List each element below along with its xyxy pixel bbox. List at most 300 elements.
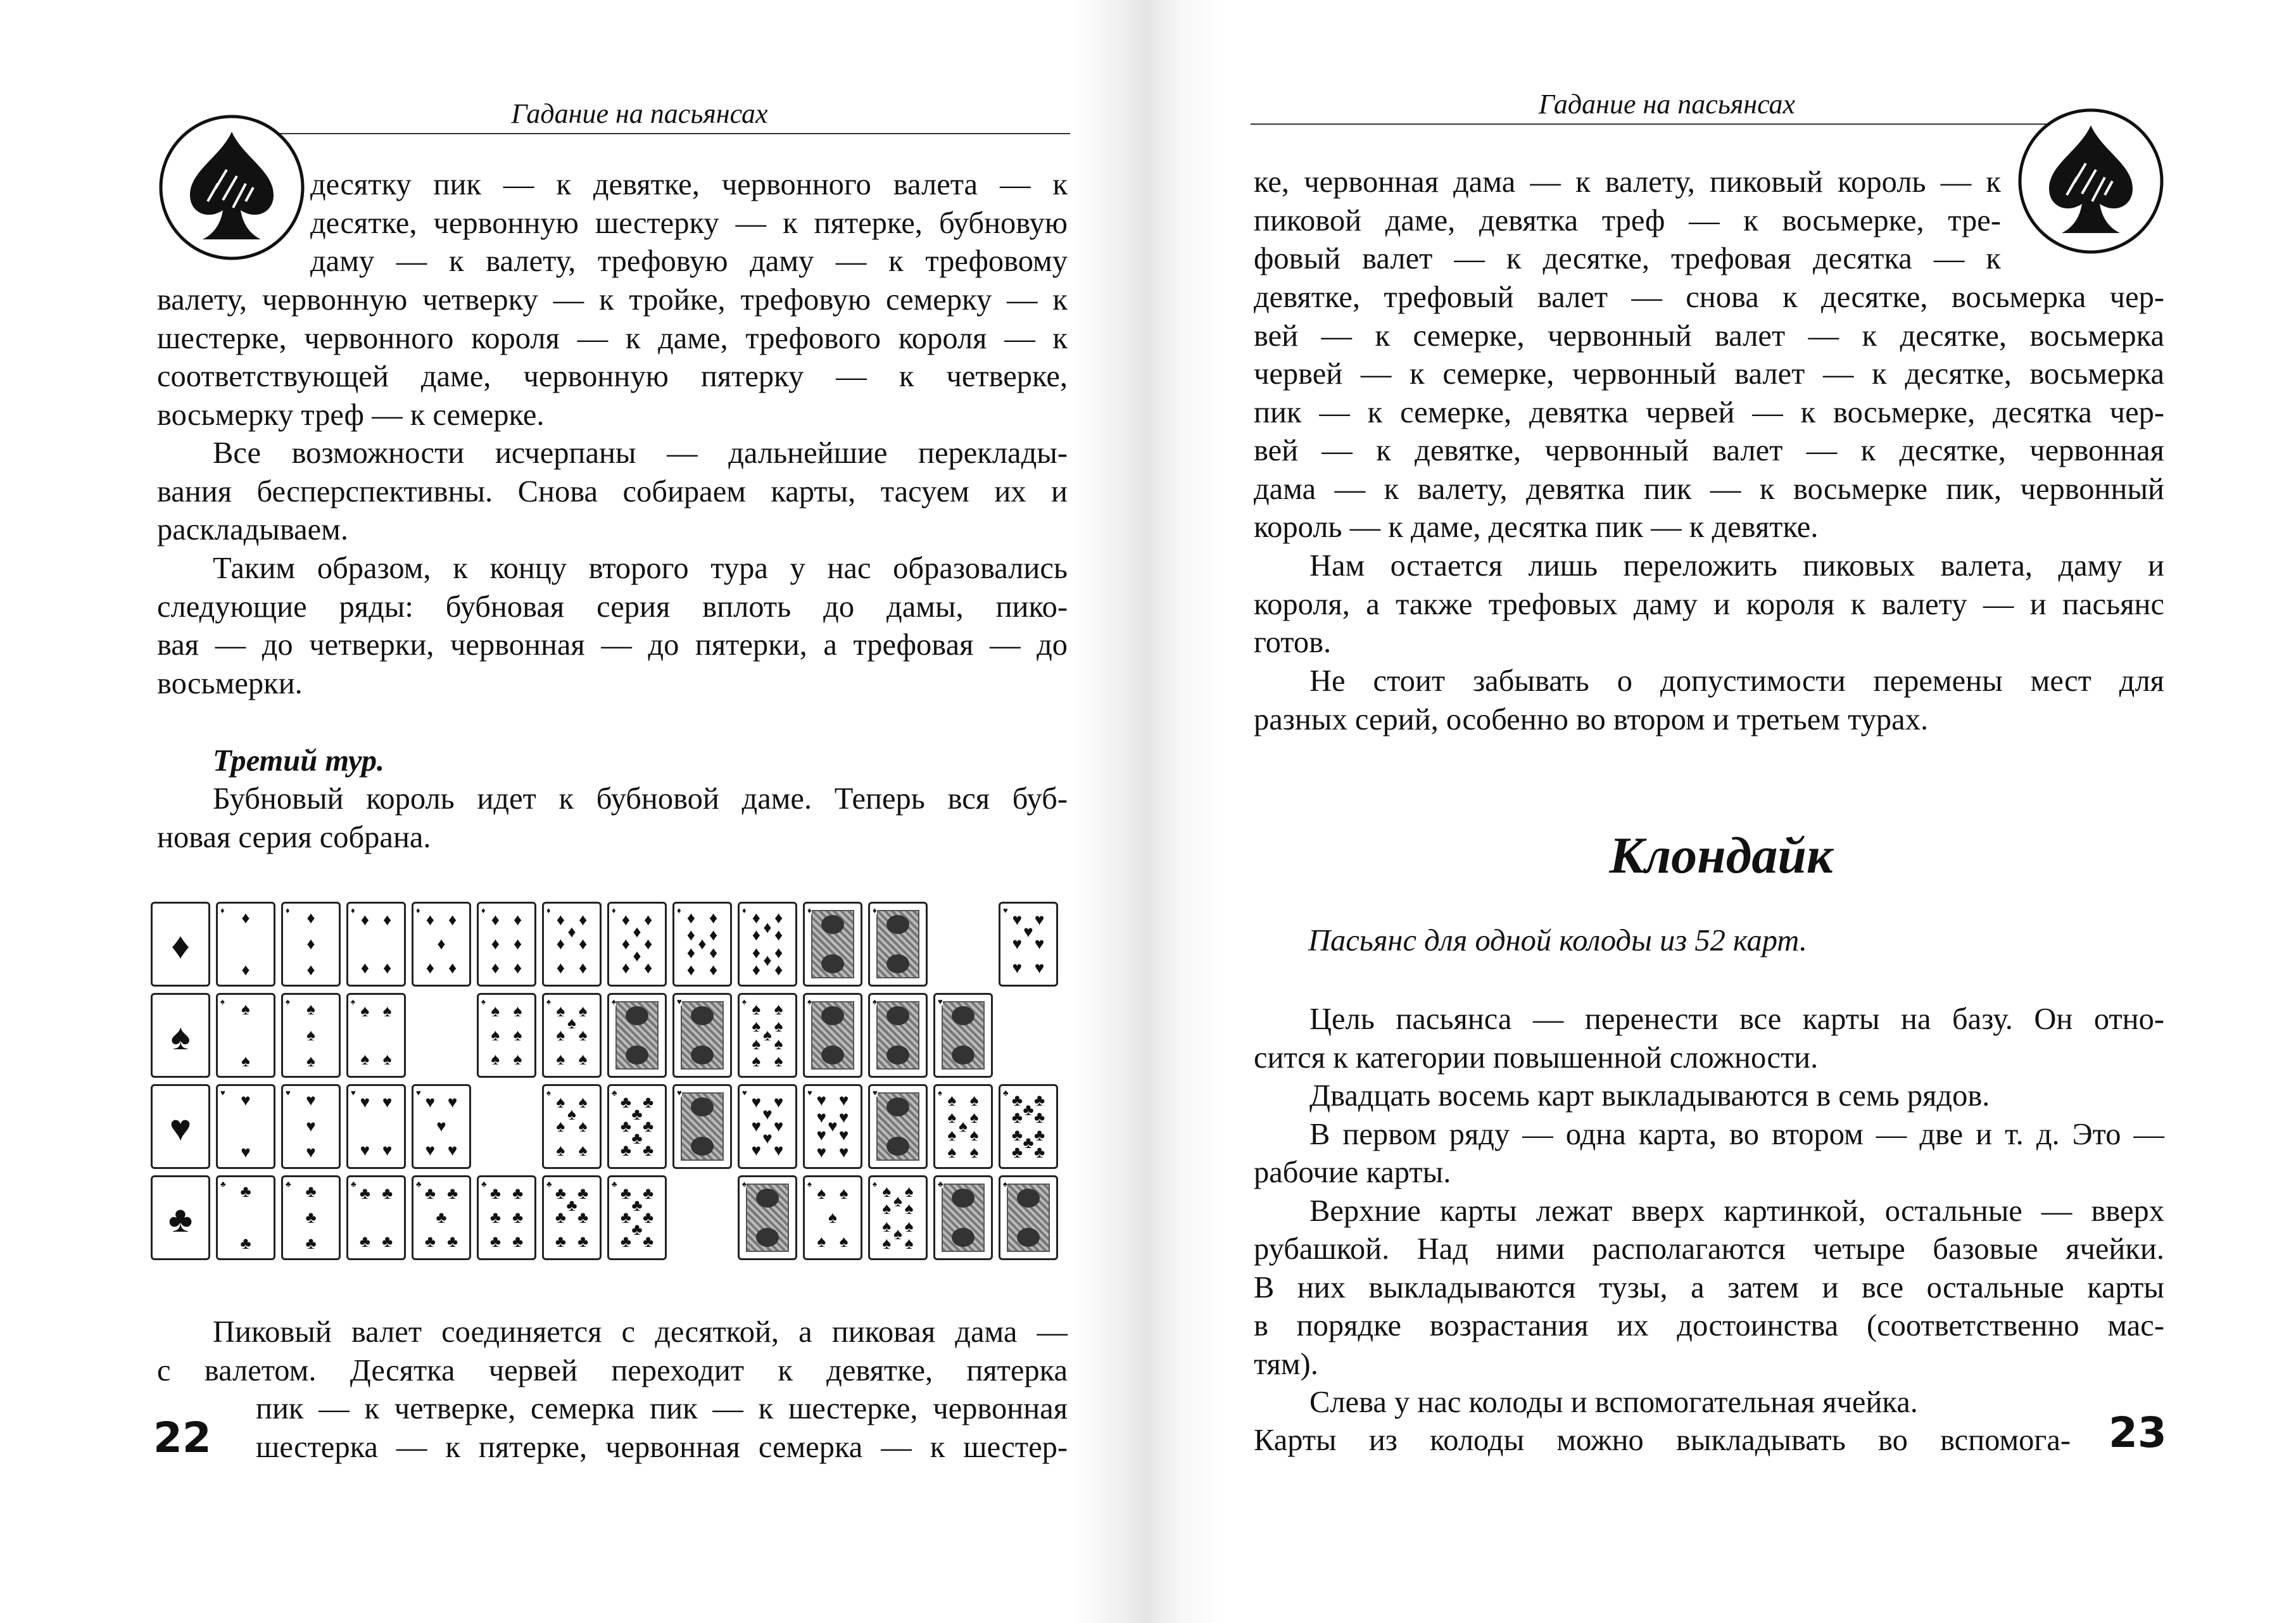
face-card-head-icon <box>691 1097 714 1116</box>
card-pip-icon: ♠ <box>947 1091 957 1110</box>
playing-card <box>346 993 406 1078</box>
text-line: Карты из колоды можно выкладывать во вспомога- <box>1254 1424 2071 1457</box>
card-pip-icon: ♠ <box>360 1001 370 1020</box>
card-pip-icon: ♥ <box>816 1126 827 1145</box>
card-pip-icon: ♦ <box>709 944 718 963</box>
card-pip-icon: ♦ <box>241 909 250 928</box>
card-pip-icon: ♠ <box>839 1232 848 1251</box>
card-corner-suit-icon: ♠ <box>546 1088 551 1097</box>
card-pip-icon: ♣ <box>555 1232 566 1251</box>
text-line: рубашкой. Над ними располагаются четыре базовые ячейки. <box>1254 1232 2164 1266</box>
card-pip-icon: ♣ <box>1023 1133 1034 1152</box>
paragraph-1-full <box>157 281 1068 434</box>
card-pip-icon: ♦ <box>513 910 522 929</box>
card-pip-icon: ♥ <box>306 1117 316 1135</box>
card-pip-icon: ♠ <box>578 1050 588 1069</box>
text-line: фовый валет — к десятке, трефовая десятка — к <box>1254 242 2001 275</box>
card-corner-suit-icon: ♣ <box>481 1179 487 1189</box>
card-corner-suit-icon: ♠ <box>807 997 812 1006</box>
card-suit-icon: ♠ <box>170 1016 191 1058</box>
card-pip-icon: ♥ <box>241 1142 251 1161</box>
playing-card <box>151 993 210 1078</box>
card-pip-icon: ♠ <box>904 1234 914 1253</box>
text-line: король — к даме, десятка пик — к девятке. <box>1254 510 1819 544</box>
card-pip-icon: ♠ <box>882 1182 892 1201</box>
card-pip-icon: ♣ <box>240 1234 251 1253</box>
text-line: десятку пик — к девятке, червонного валета — к <box>310 168 1068 201</box>
card-pip-icon: ♦ <box>241 960 250 979</box>
playing-card <box>607 902 667 987</box>
card-pip-icon: ♣ <box>424 1232 436 1251</box>
card-pip-icon: ♠ <box>882 1217 892 1236</box>
paragraph-8-last <box>1254 1422 2071 1460</box>
paragraph-2 <box>157 434 1068 550</box>
card-pip-icon: ♦ <box>752 960 761 979</box>
card-corner-suit-icon: ♦ <box>612 906 616 915</box>
playing-card <box>803 1175 862 1260</box>
card-pip-icon: ♦ <box>774 960 783 979</box>
card-pip-icon: ♦ <box>774 944 783 963</box>
text-line: разных серий, особенно во втором и третьем турах. <box>1254 702 1929 736</box>
card-corner-suit-icon: ♥ <box>286 1088 291 1097</box>
card-pip-icon: ♥ <box>1034 959 1045 978</box>
card-pip-icon: ♦ <box>360 910 370 929</box>
card-pip-icon: ♥ <box>1012 959 1023 978</box>
card-pip-icon: ♠ <box>893 1224 902 1243</box>
card-pip-icon: ♠ <box>817 1232 826 1251</box>
card-pip-icon: ♠ <box>947 1126 957 1145</box>
card-pip-icon: ♣ <box>620 1184 631 1203</box>
text-line: червей — к семерке, червонный валет — к десятке, восьмерка <box>1254 357 2164 391</box>
card-pip-icon: ♣ <box>1011 1091 1023 1110</box>
card-pip-icon: ♥ <box>762 1104 773 1123</box>
card-pip-icon: ♣ <box>447 1232 458 1251</box>
text-line: Двадцать восемь карт выкладываются в семь рядов. <box>1309 1079 1990 1113</box>
page-number: 22 <box>153 1413 211 1462</box>
card-pip-icon: ♦ <box>578 959 588 978</box>
playing-card <box>542 993 602 1078</box>
card-pip-icon: ♥ <box>773 1117 784 1135</box>
card-pip-icon: ♥ <box>425 1092 436 1111</box>
card-pip-icon: ♣ <box>555 1208 566 1227</box>
playing-card <box>281 1084 341 1169</box>
card-pip-icon: ♣ <box>1011 1126 1023 1145</box>
card-pip-icon: ♠ <box>306 1000 315 1019</box>
card-pip-icon: ♣ <box>643 1117 654 1135</box>
card-corner-suit-icon: ♠ <box>938 1088 942 1097</box>
playing-card <box>868 1084 928 1169</box>
card-pip-icon: ♣ <box>643 1232 654 1251</box>
card-pip-icon: ♦ <box>643 935 653 953</box>
card-pip-icon: ♣ <box>643 1141 654 1160</box>
spade-emblem-icon <box>157 113 306 262</box>
card-pip-icon: ♠ <box>567 1104 576 1123</box>
text-line: раскладываем. <box>157 513 348 546</box>
card-pip-icon: ♦ <box>306 935 315 953</box>
playing-card <box>999 1084 1058 1169</box>
card-corner-suit-icon: ♥ <box>677 997 682 1006</box>
card-corner-suit-icon: ♥ <box>807 1088 812 1097</box>
card-pip-icon: ♣ <box>1023 1101 1034 1120</box>
section-title: Клондайк <box>1609 826 1833 884</box>
playing-card <box>281 902 341 987</box>
playing-card <box>542 1175 602 1260</box>
card-corner-suit-icon: ♥ <box>220 1088 225 1097</box>
card-pip-icon: ♠ <box>893 1192 902 1211</box>
section-subhead: Третий тур. <box>213 744 385 778</box>
card-pip-icon: ♥ <box>241 1091 251 1110</box>
card-corner-suit-icon: ♥ <box>938 997 943 1006</box>
playing-card <box>477 993 536 1078</box>
card-corner-suit-icon: ♠ <box>873 997 877 1006</box>
text-line: рабочие карты. <box>1254 1156 1451 1189</box>
face-card-head-icon <box>1017 1228 1040 1247</box>
playing-card <box>412 1084 471 1169</box>
spade-emblem-icon <box>2016 106 2166 256</box>
card-pip-icon: ♠ <box>306 1051 315 1070</box>
face-card-head-icon <box>821 1006 844 1025</box>
playing-card <box>738 902 797 987</box>
card-pip-icon: ♦ <box>448 910 457 929</box>
card-pip-icon: ♦ <box>513 959 522 978</box>
card-pip-icon: ♥ <box>816 1091 827 1110</box>
card-pip-icon: ♠ <box>904 1199 914 1218</box>
card-pip-icon: ♦ <box>448 959 457 978</box>
card-corner-suit-icon: ♣ <box>938 1179 943 1189</box>
paragraph-2 <box>1254 547 2164 662</box>
card-pip-icon: ♠ <box>752 1016 761 1035</box>
text-line: шестерке, червонного короля — к даме, трефового короля — к <box>157 321 1068 355</box>
playing-card <box>933 1084 993 1169</box>
card-pip-icon: ♠ <box>306 1026 315 1044</box>
face-card-head-icon <box>886 1006 909 1025</box>
text-line: вания бесперспективны. Снова собираем карты, тасуем их и <box>157 474 1068 508</box>
playing-card <box>412 902 471 987</box>
paragraph-3 <box>1254 662 2164 739</box>
card-pip-icon: ♣ <box>1011 1142 1023 1161</box>
card-pip-icon: ♠ <box>578 1001 588 1020</box>
card-pip-icon: ♠ <box>774 1035 783 1054</box>
card-pip-icon: ♣ <box>1034 1091 1045 1110</box>
card-corner-suit-icon: ♥ <box>742 1088 747 1097</box>
card-pip-icon: ♥ <box>751 1141 762 1160</box>
card-pip-icon: ♠ <box>556 1050 565 1069</box>
card-suit-icon: ♥ <box>169 1108 192 1149</box>
card-corner-suit-icon: ♦ <box>416 906 420 915</box>
playing-card <box>151 1175 210 1260</box>
card-pip-icon: ♠ <box>556 1026 565 1044</box>
playing-card <box>412 1175 471 1260</box>
face-card-head-icon <box>952 1006 975 1025</box>
card-pip-icon: ♥ <box>1034 935 1045 953</box>
card-pip-icon: ♣ <box>631 1129 643 1148</box>
card-suit-icon: ♦ <box>171 925 190 966</box>
playing-card <box>933 1175 993 1260</box>
text-line: пик — к четверке, семерка пик — к шестерке, червонная <box>256 1392 1068 1425</box>
card-pip-icon: ♠ <box>513 1050 522 1069</box>
text-line: вей — к семерке, червонный валет — к десятке, восьмерка <box>1254 319 2164 353</box>
card-corner-suit-icon: ♠ <box>807 1179 812 1189</box>
card-pip-icon: ♣ <box>620 1232 631 1251</box>
playing-card <box>672 902 732 987</box>
card-pip-icon: ♥ <box>447 1092 458 1111</box>
card-pip-icon: ♦ <box>437 935 446 953</box>
card-pip-icon: ♦ <box>556 910 565 929</box>
card-corner-suit-icon: ♠ <box>351 997 355 1006</box>
face-card-head-icon <box>756 1228 779 1247</box>
card-corner-suit-icon: ♠ <box>220 997 225 1006</box>
card-pip-icon: ♠ <box>828 1208 837 1227</box>
paragraph-1-indented <box>1254 163 2001 279</box>
card-corner-suit-icon: ♥ <box>677 1088 682 1097</box>
card-pip-icon: ♠ <box>513 1026 522 1044</box>
card-corner-suit-icon: ♠ <box>546 997 551 1006</box>
card-pip-icon: ♥ <box>1012 935 1023 953</box>
card-corner-suit-icon: ♠ <box>742 1179 747 1189</box>
card-pip-icon: ♣ <box>512 1208 524 1227</box>
card-pip-icon: ♣ <box>447 1184 458 1203</box>
card-pip-icon: ♣ <box>305 1208 317 1227</box>
card-pip-icon: ♠ <box>763 1026 772 1044</box>
card-pip-icon: ♦ <box>686 909 696 928</box>
card-corner-suit-icon: ♠ <box>1003 1179 1007 1189</box>
playing-card <box>346 1084 406 1169</box>
card-pip-icon: ♣ <box>631 1104 643 1123</box>
card-pip-icon: ♠ <box>774 1000 783 1019</box>
card-pip-icon: ♦ <box>698 935 707 953</box>
card-pip-icon: ♠ <box>578 1141 588 1160</box>
card-layout-figure <box>151 902 1068 1263</box>
card-pip-icon: ♠ <box>556 1141 565 1160</box>
text-line: В них выкладываются тузы, а затем и все остальные карты <box>1254 1270 2164 1304</box>
card-corner-suit-icon: ♦ <box>351 906 355 915</box>
card-pip-icon: ♥ <box>436 1117 446 1135</box>
card-pip-icon: ♦ <box>686 925 696 944</box>
card-pip-icon: ♣ <box>489 1184 501 1203</box>
card-pip-icon: ♠ <box>882 1199 892 1218</box>
card-suit-icon: ♣ <box>168 1199 193 1240</box>
card-corner-suit-icon: ♠ <box>742 997 747 1006</box>
card-pip-icon: ♦ <box>306 960 315 979</box>
card-pip-icon: ♠ <box>969 1091 979 1110</box>
text-line: Нам остается лишь переложить пиковых валета, даму и <box>1309 549 2164 583</box>
card-pip-icon: ♠ <box>513 1001 522 1020</box>
card-pip-icon: ♠ <box>947 1142 957 1161</box>
face-card-head-icon <box>886 954 909 973</box>
card-pip-icon: ♦ <box>578 935 588 953</box>
card-pip-icon: ♠ <box>578 1026 588 1044</box>
card-pip-icon: ♣ <box>1034 1142 1045 1161</box>
card-pip-icon: ♠ <box>360 1050 370 1069</box>
card-pip-icon: ♦ <box>686 944 696 963</box>
text-line: Бубновый король идет к бубновой даме. Теперь вся буб- <box>213 782 1068 816</box>
card-pip-icon: ♠ <box>839 1184 848 1203</box>
running-header: Гадание на пасьянсах <box>209 95 1070 134</box>
playing-card <box>346 902 406 987</box>
card-pip-icon: ♦ <box>426 959 435 978</box>
face-card-head-icon <box>886 915 909 934</box>
card-pip-icon: ♣ <box>512 1232 524 1251</box>
card-pip-icon: ♠ <box>752 1000 761 1019</box>
text-line: готов. <box>1254 626 1332 659</box>
text-line: девятке, трефовый валет — снова к десятке, восьмерка чер- <box>1254 281 2164 314</box>
card-pip-icon: ♣ <box>305 1182 317 1201</box>
card-pip-icon: ♠ <box>491 1050 500 1069</box>
card-pip-icon: ♠ <box>491 1026 500 1044</box>
paragraph-1-indented <box>310 166 1068 281</box>
card-pip-icon: ♦ <box>774 925 783 944</box>
card-pip-icon: ♠ <box>382 1001 392 1020</box>
card-pip-icon: ♦ <box>491 959 500 978</box>
left-page <box>0 0 1140 1623</box>
card-pip-icon: ♠ <box>969 1126 979 1145</box>
playing-card <box>607 993 667 1078</box>
playing-card <box>803 902 862 987</box>
card-pip-icon: ♥ <box>306 1142 316 1161</box>
playing-card <box>477 1175 536 1260</box>
card-pip-icon: ♠ <box>774 1051 783 1070</box>
card-corner-suit-icon: ♦ <box>742 906 747 915</box>
card-pip-icon: ♥ <box>838 1108 849 1127</box>
text-line: ке, червонная дама — к валету, пиковый король — к <box>1254 165 2001 199</box>
text-line: вей — к девятке, червонный валет — к десятке, червонная <box>1254 434 2164 467</box>
card-corner-suit-icon: ♥ <box>351 1088 356 1097</box>
card-pip-icon: ♠ <box>947 1108 957 1127</box>
card-pip-icon: ♣ <box>489 1208 501 1227</box>
card-pip-icon: ♠ <box>959 1117 968 1135</box>
paragraph-4 <box>157 780 1068 857</box>
card-pip-icon: ♣ <box>643 1184 654 1203</box>
face-card-head-icon <box>626 1045 648 1064</box>
card-pip-icon: ♠ <box>752 1035 761 1054</box>
card-pip-icon: ♣ <box>577 1208 589 1227</box>
text-line: восьмерки. <box>157 666 303 700</box>
right-page <box>1146 0 2296 1623</box>
card-corner-suit-icon: ♠ <box>612 997 616 1006</box>
card-pip-icon: ♠ <box>882 1234 892 1253</box>
card-pip-icon: ♥ <box>816 1142 827 1161</box>
card-corner-suit-icon: ♦ <box>677 906 681 915</box>
card-pip-icon: ♣ <box>512 1184 524 1203</box>
card-pip-icon: ♠ <box>752 1051 761 1070</box>
card-pip-icon: ♣ <box>620 1117 631 1135</box>
card-pip-icon: ♠ <box>774 1016 783 1035</box>
card-pip-icon: ♠ <box>567 1013 576 1032</box>
card-pip-icon: ♦ <box>360 959 370 978</box>
card-pip-icon: ♦ <box>621 959 631 978</box>
playing-card <box>216 1084 275 1169</box>
card-corner-suit-icon: ♦ <box>807 906 812 915</box>
card-pip-icon: ♥ <box>751 1117 762 1135</box>
card-pip-icon: ♣ <box>382 1232 393 1251</box>
card-pip-icon: ♦ <box>556 959 565 978</box>
text-line: десятке, червонную шестерку — к пятерке, бубновую <box>310 206 1068 240</box>
card-pip-icon: ♦ <box>686 960 696 979</box>
text-line: новая серия собрана. <box>157 820 431 854</box>
card-pip-icon: ♦ <box>643 959 653 978</box>
running-header: Гадание на пасьянсах <box>1251 85 2083 125</box>
face-card-head-icon <box>691 1137 714 1156</box>
card-pip-icon: ♦ <box>752 925 761 944</box>
card-pip-icon: ♣ <box>643 1208 654 1227</box>
card-pip-icon: ♣ <box>631 1196 643 1215</box>
text-line: Все возможности исчерпаны — дальнейшие переклады- <box>213 436 1068 470</box>
card-pip-icon: ♥ <box>838 1091 849 1110</box>
playing-card <box>672 993 732 1078</box>
playing-card <box>607 1084 667 1169</box>
card-corner-suit-icon: ♣ <box>546 1179 552 1189</box>
playing-card <box>868 902 928 987</box>
card-pip-icon: ♠ <box>969 1142 979 1161</box>
card-pip-icon: ♥ <box>1034 910 1045 929</box>
card-corner-suit-icon: ♦ <box>873 906 877 915</box>
playing-card <box>868 1175 928 1260</box>
card-pip-icon: ♥ <box>828 1117 838 1135</box>
card-pip-icon: ♦ <box>567 922 576 941</box>
text-line: сится к категории повышенной сложности. <box>1254 1040 1819 1075</box>
text-line: с валетом. Десятка червей переходит к девятке, пятерка <box>157 1353 1068 1387</box>
card-pip-icon: ♣ <box>240 1182 251 1201</box>
card-pip-icon: ♣ <box>577 1232 589 1251</box>
card-pip-icon: ♦ <box>426 910 435 929</box>
paragraph-1-full <box>1254 279 2164 547</box>
card-corner-suit-icon: ♣ <box>612 1088 617 1097</box>
face-card-head-icon <box>821 954 844 973</box>
playing-card <box>346 1175 406 1260</box>
face-card-head-icon <box>821 915 844 934</box>
card-corner-suit-icon: ♠ <box>481 997 486 1006</box>
card-pip-icon: ♦ <box>633 947 641 966</box>
text-line: пиковой даме, девятка треф — к восьмерке, тре- <box>1254 203 2001 237</box>
playing-card <box>803 1084 862 1169</box>
card-corner-suit-icon: ♠ <box>873 1179 877 1189</box>
card-pip-icon: ♦ <box>382 910 392 929</box>
card-pip-icon: ♦ <box>709 960 718 979</box>
playing-card <box>738 1084 797 1169</box>
playing-card <box>477 902 536 987</box>
card-corner-suit-icon: ♣ <box>220 1179 226 1189</box>
card-pip-icon: ♦ <box>491 910 500 929</box>
playing-card <box>216 993 275 1078</box>
card-pip-icon: ♦ <box>306 909 315 928</box>
card-pip-icon: ♦ <box>621 910 631 929</box>
card-corner-suit-icon: ♣ <box>286 1179 291 1189</box>
card-pip-icon: ♦ <box>752 944 761 963</box>
card-pip-icon: ♠ <box>556 1001 565 1020</box>
card-pip-icon: ♠ <box>578 1092 588 1111</box>
text-line: следующие ряды: бубновая серия вплоть до дамы, пико- <box>157 590 1068 624</box>
card-pip-icon: ♦ <box>774 909 783 928</box>
card-pip-icon: ♥ <box>838 1126 849 1145</box>
card-pip-icon: ♦ <box>578 910 588 929</box>
playing-card <box>868 993 928 1078</box>
card-corner-suit-icon: ♠ <box>286 997 290 1006</box>
playing-card <box>542 1084 602 1169</box>
card-pip-icon: ♦ <box>633 922 641 941</box>
playing-card <box>542 902 602 987</box>
playing-card <box>672 1084 732 1169</box>
card-corner-suit-icon: ♣ <box>1003 1088 1009 1097</box>
face-card-head-icon <box>691 1045 714 1064</box>
face-card-head-icon <box>886 1097 909 1116</box>
text-line: Цель пасьянса — перенести все карты на базу. Он отно- <box>1309 1002 2164 1036</box>
card-pip-icon: ♥ <box>382 1141 393 1160</box>
card-pip-icon: ♣ <box>359 1232 370 1251</box>
text-line: Пиковый валет соединяется с десяткой, а пиковая дама — <box>213 1315 1068 1349</box>
card-corner-suit-icon: ♦ <box>481 906 486 915</box>
card-pip-icon: ♠ <box>904 1217 914 1236</box>
card-pip-icon: ♣ <box>1034 1108 1045 1127</box>
